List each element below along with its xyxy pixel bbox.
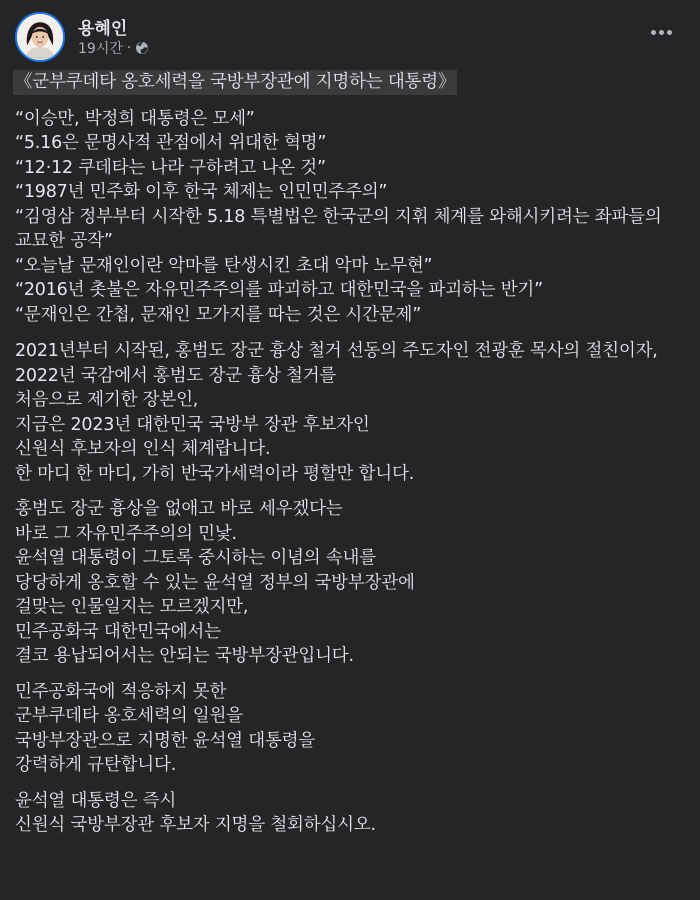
avatar[interactable] xyxy=(15,12,65,62)
post-title-paragraph xyxy=(15,70,695,95)
text-line: 2021년부터 시작된, 홍범도 장군 흉상 철거 선동의 주도자인 전광훈 목사의 절친이자, xyxy=(15,341,658,361)
quote-line: “문재인은 간첩, 문재인 모가지를 따는 것은 시간문제” xyxy=(15,304,422,325)
more-horizontal-icon[interactable] xyxy=(646,22,676,42)
text-line: 처음으로 제기한 장본인, xyxy=(15,390,199,410)
post-header xyxy=(15,12,688,60)
text-line: 지금은 2023년 대한민국 국방부 장관 후보자인 xyxy=(15,414,370,435)
text-line: 국방부장관으로 지명한 윤석열 대통령을 xyxy=(15,730,316,751)
quote-line: “5.16은 문명사적 관점에서 위대한 혁명” xyxy=(15,133,327,153)
avatar-image xyxy=(17,14,63,60)
meta-separator: · xyxy=(126,40,132,56)
quotes-paragraph xyxy=(15,107,695,328)
paragraph-2 xyxy=(15,497,695,669)
globe-icon[interactable] xyxy=(135,41,149,55)
author-name[interactable]: 용혜인 xyxy=(78,19,128,39)
text-line: 신원식 후보자의 인식 체계랍니다. xyxy=(15,439,271,459)
text-line: 민주공화국 대한민국에서는 xyxy=(15,621,221,642)
text-line: 민주공화국에 적응하지 못한 xyxy=(15,681,227,702)
text-line: 2022년 국감에서 홍범도 장군 흉상 철거를 xyxy=(15,365,337,386)
text-line: 한 마디 한 마디, 가히 반국가세력이라 평할만 합니다. xyxy=(15,463,415,484)
post-title: 《군부쿠데타 옹호세력을 국방부장관에 지명하는 대통령》 xyxy=(13,70,457,95)
text-line: 윤석열 대통령이 그토록 중시하는 이념의 속내를 xyxy=(15,548,376,568)
paragraph-3 xyxy=(15,680,695,778)
quote-line: “이승만, 박정희 대통령은 모세” xyxy=(15,108,255,129)
quote-line: “1987년 민주화 이후 한국 체제는 인민민주주의” xyxy=(15,182,388,202)
text-line: 홍범도 장군 흉상을 없애고 바로 세우겠다는 xyxy=(15,499,343,519)
paragraph-4 xyxy=(15,789,695,838)
text-line: 걸맞는 인물일지는 모르겠지만, xyxy=(15,597,249,617)
paragraph-1 xyxy=(15,339,695,486)
text-line: 당당하게 옹호할 수 있는 윤석열 정부의 국방부장관에 xyxy=(15,572,415,593)
post-time[interactable]: 19시간 xyxy=(78,41,123,57)
post-body xyxy=(15,70,695,849)
post-meta xyxy=(78,38,149,58)
quote-line: “오늘날 문재인이란 악마를 탄생시킨 초대 악마 노무현” xyxy=(15,255,433,276)
text-line: 결코 용납되어서는 안되는 국방부장관입니다. xyxy=(15,646,354,666)
quote-line: 교묘한 공작” xyxy=(15,231,113,251)
quote-line: “김영삼 정부부터 시작한 5.18 특별법은 한국군의 지휘 체계를 와해시키려는 좌파들의 xyxy=(15,206,662,227)
text-line: 윤석열 대통령은 즉시 xyxy=(15,790,177,811)
quote-line: “2016년 촛불은 자유민주주의를 파괴하고 대한민국을 파괴하는 반기” xyxy=(15,280,543,300)
text-line: 신원식 국방부장관 후보자 지명을 철회하십시오. xyxy=(15,815,376,835)
text-line: 바로 그 자유민주주의의 민낯. xyxy=(15,523,237,544)
quote-line: “12·12 쿠데타는 나라 구하려고 나온 것” xyxy=(15,157,326,178)
text-line: 강력하게 규탄합니다. xyxy=(15,755,177,775)
text-line: 군부쿠데타 옹호세력의 일원을 xyxy=(15,706,243,726)
